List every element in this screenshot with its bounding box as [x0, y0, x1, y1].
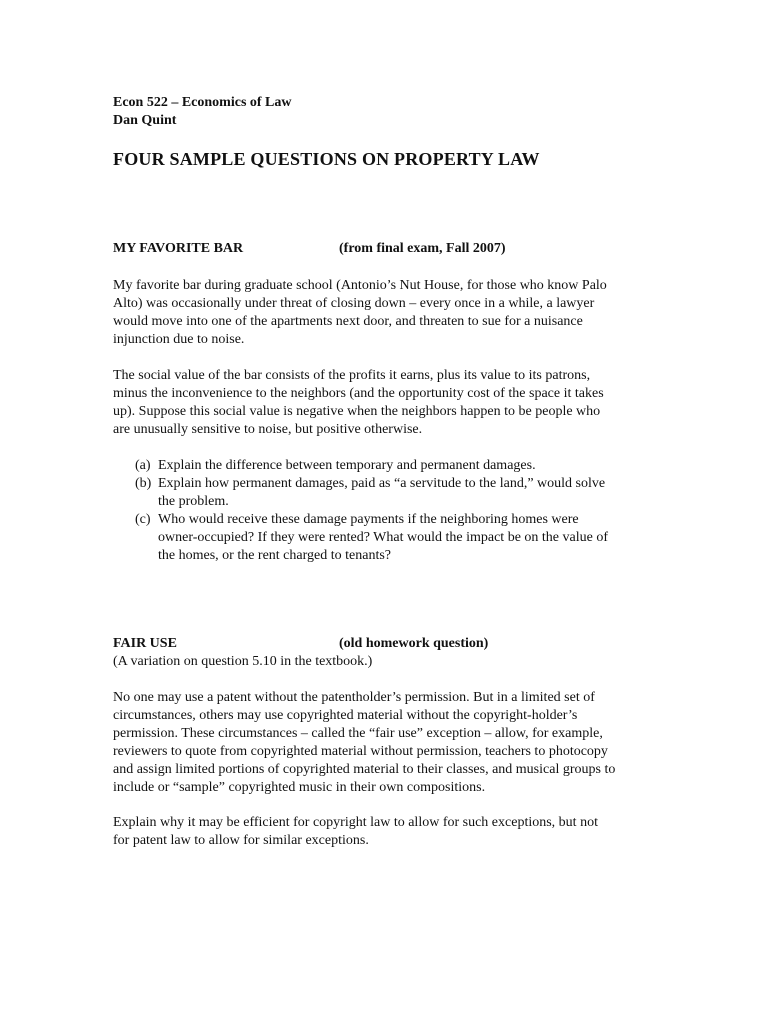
question-item-a	[135, 457, 655, 475]
question-list-favorite-bar	[135, 457, 655, 565]
text-line: Explain how permanent damages, paid as “a servitude to the land,” would solve	[158, 476, 606, 491]
text-line: include or “sample” copyrighted music in their own compositions.	[113, 780, 486, 795]
paragraph-fair-use	[113, 689, 658, 797]
text-line: up). Suppose this social value is negative when the neighbors happen to be people who	[113, 404, 601, 419]
question-item-b	[135, 475, 655, 511]
section-source: (old homework question)	[339, 636, 489, 651]
text-line: and assign limited portions of copyrighted material to their classes, and musical groups to	[113, 762, 616, 777]
text-line: Explain why it may be efficient for copyright law to allow for such exceptions, but not	[113, 815, 598, 830]
text-line: Explain the difference between temporary and permanent damages.	[158, 458, 536, 473]
text-line: (A variation on question 5.10 in the textbook.)	[113, 654, 373, 669]
question-marker: (c)	[135, 512, 151, 527]
text-line: No one may use a patent without the patentholder’s permission. But in a limited set of	[113, 690, 595, 705]
text-line: are unusually sensitive to noise, but positive otherwise.	[113, 422, 423, 437]
text-line: for patent law to allow for similar exceptions.	[113, 833, 369, 848]
section-heading-favorite-bar	[113, 240, 506, 258]
text-line: reviewers to quote from copyrighted material without permission, teachers to photocopy	[113, 744, 608, 759]
question-marker: (b)	[135, 476, 152, 491]
section-note	[113, 653, 658, 671]
text-line: The social value of the bar consists of the profits it earns, plus its value to its patrons,	[113, 368, 591, 383]
text-line: Who would receive these damage payments if the neighboring homes were	[158, 512, 579, 527]
section-title: FAIR USE	[113, 636, 177, 651]
text-line: would move into one of the apartments next door, and threaten to sue for a nuisance	[113, 314, 583, 329]
question-item-c	[135, 511, 655, 565]
text-line: the problem.	[158, 494, 229, 509]
paragraph-fair-use-question	[113, 814, 658, 850]
page-title: FOUR SAMPLE QUESTIONS ON PROPERTY LAW	[113, 149, 540, 169]
paragraph-bar-intro	[113, 277, 658, 349]
question-marker: (a)	[135, 458, 151, 473]
text-line: the homes, or the rent charged to tenants?	[158, 548, 391, 563]
text-line: owner-occupied? If they were rented? What would the impact be on the value of	[158, 530, 608, 545]
text-line: permission. These circumstances – called the “fair use” exception – allow, for example,	[113, 726, 603, 741]
instructor-name: Dan Quint	[113, 113, 177, 128]
text-line: Alto) was occasionally under threat of closing down – every once in a while, a lawyer	[113, 296, 595, 311]
section-heading-fair-use	[113, 635, 489, 653]
text-line: My favorite bar during graduate school (Antonio’s Nut House, for those who know Palo	[113, 278, 607, 293]
section-title: MY FAVORITE BAR	[113, 241, 244, 256]
text-line: minus the inconvenience to the neighbors (and the opportunity cost of the space it takes	[113, 386, 604, 401]
section-source: (from final exam, Fall 2007)	[339, 241, 506, 256]
text-line: injunction due to noise.	[113, 332, 245, 347]
paragraph-social-value	[113, 367, 658, 439]
document-header	[113, 94, 292, 130]
text-line: circumstances, others may use copyrighted material without the copyright-holder’s	[113, 708, 578, 723]
course-title: Econ 522 – Economics of Law	[113, 95, 292, 110]
